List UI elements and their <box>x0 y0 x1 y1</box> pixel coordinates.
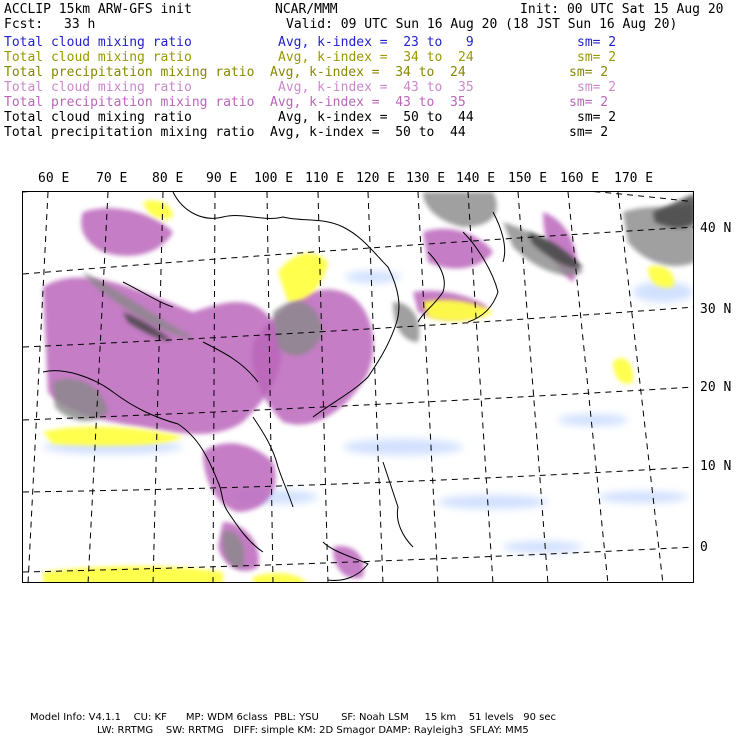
lon-label: 170 E <box>614 171 654 186</box>
lon-label: 80 E <box>152 171 184 186</box>
legend-sm: sm= 2 <box>569 65 609 80</box>
lon-label: 120 E <box>356 171 396 186</box>
lon-label: 70 E <box>96 171 128 186</box>
lon-label: 100 E <box>254 171 294 186</box>
cloud-patch <box>613 358 633 384</box>
lat-label: 20 N <box>700 380 732 395</box>
legend-avg: Avg, k-index = 43 to 35 <box>278 80 474 95</box>
legend-avg: Avg, k-index = 34 to 24 <box>270 65 466 80</box>
legend-sm: sm= 2 <box>569 95 609 110</box>
lon-label: 90 E <box>206 171 238 186</box>
lon-label: 110 E <box>305 171 345 186</box>
lon-line <box>568 192 608 583</box>
forecast-map <box>22 191 694 583</box>
legend-field: Total precipitation mixing ratio <box>4 65 255 80</box>
lon-label: 130 E <box>406 171 446 186</box>
legend-field: Total cloud mixing ratio <box>4 80 192 95</box>
legend-sm: sm= 2 <box>577 35 617 50</box>
coastline <box>493 212 505 262</box>
legend-sm: sm= 2 <box>577 110 617 125</box>
lon-label: 140 E <box>456 171 496 186</box>
lon-line <box>368 192 383 583</box>
cloud-patch <box>343 439 463 455</box>
legend-field: Total precipitation mixing ratio <box>4 125 255 140</box>
cloud-patch <box>423 229 493 269</box>
legend-sm: sm= 2 <box>569 125 609 140</box>
valid-time: Valid: 09 UTC Sun 16 Aug 20 (18 JST Sun 16 Aug 20) <box>286 17 678 32</box>
forecast-value: 33 h <box>64 17 96 32</box>
cloud-patch <box>598 491 688 503</box>
legend-avg: Avg, k-index = 34 to 24 <box>278 50 474 65</box>
legend-sm: sm= 2 <box>577 50 617 65</box>
model-title: ACCLIP 15km ARW-GFS init <box>4 2 192 17</box>
legend-avg: Avg, k-index = 43 to 35 <box>270 95 466 110</box>
lat-line <box>23 467 694 492</box>
legend-field: Total cloud mixing ratio <box>4 35 192 50</box>
legend-field: Total precipitation mixing ratio <box>4 95 255 110</box>
coastline <box>383 462 413 547</box>
init-time: Init: 00 UTC Sat 15 Aug 20 <box>520 2 724 17</box>
legend-field: Total cloud mixing ratio <box>4 110 192 125</box>
lat-label: 10 N <box>700 459 732 474</box>
organization: NCAR/MMM <box>275 2 338 17</box>
cloud-patch <box>253 573 308 583</box>
lon-label: 150 E <box>508 171 548 186</box>
forecast-label: Fcst: <box>4 17 44 32</box>
model-info-line-1: Model Info: V4.1.1 CU: KF MP: WDM 6class PBL: YSU SF: Noah LSM 15 km 51 levels 90 sec <box>30 712 556 723</box>
cloud-patch <box>558 414 628 426</box>
lat-label: 0 <box>700 540 708 555</box>
map-canvas <box>23 192 694 583</box>
cloud-patch <box>423 192 497 227</box>
lat-line <box>23 192 694 202</box>
legend-sm: sm= 2 <box>577 80 617 95</box>
model-info-line-2: LW: RRTMG SW: RRTMG DIFF: simple KM: 2D Smagor DAMP: Rayleigh3 SFLAY: MM5 <box>97 725 529 736</box>
legend-avg: Avg, k-index = 23 to 9 <box>278 35 474 50</box>
cloud-patch <box>438 495 548 509</box>
legend-avg: Avg, k-index = 50 to 44 <box>278 110 474 125</box>
lat-label: 30 N <box>700 302 732 317</box>
lon-label: 160 E <box>560 171 600 186</box>
legend-field: Total cloud mixing ratio <box>4 50 192 65</box>
lon-label: 60 E <box>38 171 70 186</box>
cloud-patch <box>43 566 223 583</box>
lon-line <box>28 192 48 583</box>
cloud-patch <box>503 541 583 553</box>
lat-label: 40 N <box>700 221 732 236</box>
legend-avg: Avg, k-index = 50 to 44 <box>270 125 466 140</box>
